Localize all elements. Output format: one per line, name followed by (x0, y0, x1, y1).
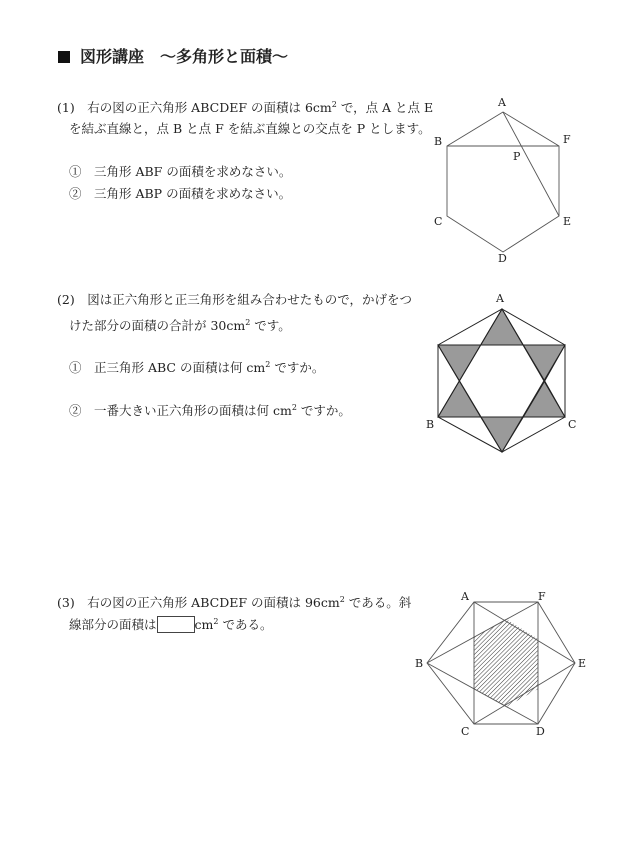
label: A (461, 590, 469, 603)
label: B (415, 657, 424, 670)
label: ですか。 (296, 403, 351, 419)
label: である。 (218, 617, 273, 633)
superscript-2: 2 (339, 595, 345, 604)
figure-3 (427, 602, 575, 724)
title-text: 図形講座 ～多角形と面積～ (80, 47, 289, 66)
label: です。 (250, 318, 291, 334)
label: ① 正三角形 ABC の面積は何 cm (69, 360, 266, 376)
label: A (496, 292, 504, 305)
label: けた部分の面積の合計が 30cm (69, 318, 246, 334)
label: で，点 A と点 E (336, 100, 434, 116)
label: F (538, 590, 546, 603)
superscript-2: 2 (331, 100, 337, 109)
superscript-2: 2 (265, 360, 271, 369)
label: 線部分の面積は (69, 617, 157, 633)
superscript-2: 2 (291, 403, 297, 412)
label: D (536, 725, 545, 738)
superscript-2: 2 (245, 318, 251, 327)
q1-text-line2: を結ぶ直線と，点 B と点 F を結ぶ直線との交点を P とします。 (69, 121, 431, 136)
label: D (498, 252, 507, 265)
label: P (513, 150, 521, 163)
label: C (461, 725, 470, 738)
label: C (434, 215, 443, 228)
label: F (563, 133, 571, 146)
q1-sub1: ① 三角形 ABF の面積を求めなさい。 (69, 164, 292, 179)
label: E (578, 657, 587, 670)
figure-2 (438, 309, 565, 452)
label: である。斜 (344, 595, 412, 611)
label: (3) 右の図の正六角形 ABCDEF の面積は 96cm (57, 595, 340, 611)
label: cm (194, 617, 214, 633)
figure-1-labels (434, 96, 571, 265)
label: A (498, 96, 506, 109)
label: B (426, 418, 435, 431)
label: E (563, 215, 572, 228)
label: ② 一番大きい正六角形の面積は何 cm (69, 403, 292, 419)
figure-1 (447, 112, 559, 252)
label: (1) 右の図の正六角形 ABCDEF の面積は 6cm (57, 100, 332, 116)
label: ですか。 (270, 360, 325, 376)
label: C (568, 418, 577, 431)
superscript-2: 2 (213, 617, 219, 626)
q2-text-line1: (2) 図は正六角形と正三角形を組み合わせたもので，かげをつ (57, 292, 412, 307)
q1-sub2: ② 三角形 ABP の面積を求めなさい。 (69, 186, 292, 201)
label: B (434, 135, 443, 148)
